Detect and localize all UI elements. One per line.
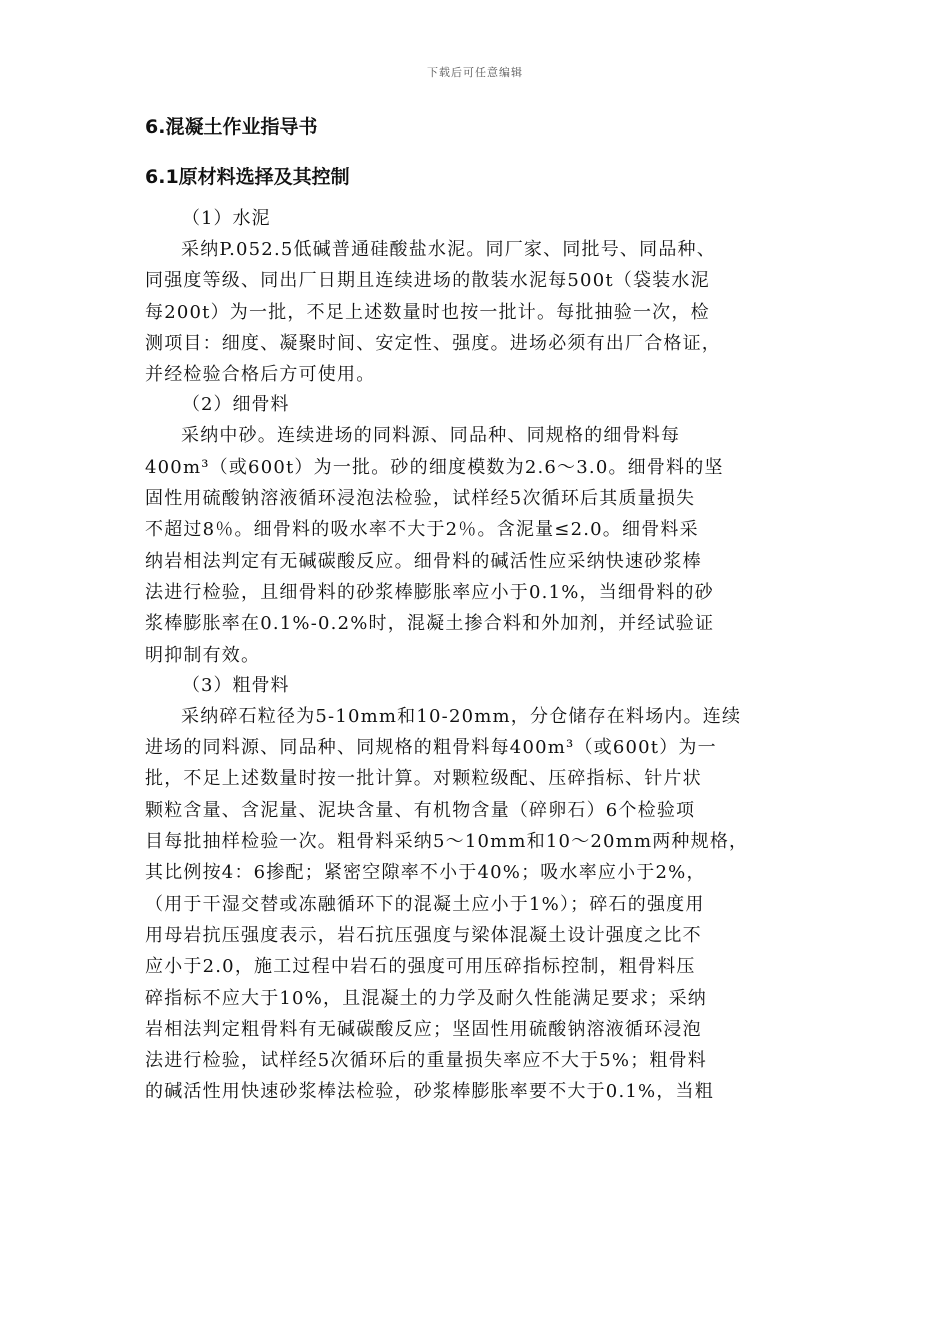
section-paragraph [145, 420, 810, 670]
paragraph-line: 进场的同料源、同品种、同规格的粗骨料每400m³（或600t）为一 [145, 737, 717, 759]
paragraph-line: 法进行检验，试样经5次循环后的重量损失率应不大于5%；粗骨料 [145, 1050, 708, 1072]
heading-sub: 6.1原材料选择及其控制 [145, 166, 350, 188]
paragraph-line: 不超过8％。细骨料的吸水率不大于2％。含泥量≤2.0。细骨料采 [145, 519, 699, 541]
section-cement [145, 204, 810, 390]
paragraph-line: 的碱活性用快速砂浆棒法检验，砂浆棒膨胀率要不大于0.1%，当粗 [145, 1081, 714, 1103]
paragraph-line: 纳岩相法判定有无碱碳酸反应。细骨料的碱活性应采纳快速砂浆棒 [145, 550, 702, 572]
section-fine-aggregate [145, 390, 810, 670]
section-title: （3）粗骨料 [182, 674, 290, 696]
paragraph-line: 应小于2.0，施工过程中岩石的强度可用压碎指标控制，粗骨料压 [145, 956, 696, 978]
section-paragraph [145, 234, 810, 390]
paragraph-line: 其比例按4：6掺配；紧密空隙率不小于40%；吸水率应小于2%， [145, 862, 706, 884]
paragraph-line: 浆棒膨胀率在0.1%-0.2%时，混凝土掺合料和外加剂，并经试验证 [145, 613, 715, 635]
paragraph-line: 法进行检验，且细骨料的砂浆棒膨胀率应小于0.1%，当细骨料的砂 [145, 581, 714, 603]
paragraph-line: 岩相法判定粗骨料有无碱碳酸反应；坚固性用硫酸钠溶液循环浸泡 [145, 1018, 702, 1040]
paragraph-line: 采纳碎石粒径为5-10mm和10-20mm，分仓储存在料场内。连续 [181, 705, 742, 727]
paragraph-line: 碎指标不应大于10%，且混凝土的力学及耐久性能满足要求；采纳 [145, 987, 708, 1009]
paragraph-line: 批，不足上述数量时按一批计算。对颗粒级配、压碎指标、针片状 [145, 768, 702, 790]
paragraph-line: 明抑制有效。 [145, 644, 261, 666]
section-paragraph [145, 701, 810, 1108]
paragraph-line: 目每批抽样检验一次。粗骨料采纳5～10mm和10～20mm两种规格， [145, 831, 749, 853]
paragraph-line: 并经检验合格后方可使用。 [145, 364, 376, 386]
paragraph-line: 同强度等级、同出厂日期且连续进场的散装水泥每500t（袋装水泥 [145, 270, 710, 292]
section-coarse-aggregate [145, 671, 810, 1108]
document-body [145, 112, 810, 1108]
paragraph-line: 固性用硫酸钠溶液循环浸泡法检验，试样经5次循环后其质量损失 [145, 488, 696, 510]
paragraph-line: 测项目：细度、凝聚时间、安定性、强度。进场必须有出厂合格证， [145, 332, 721, 354]
heading-main: 6.混凝土作业指导书 [145, 116, 318, 138]
paragraph-line: 400m³（或600t）为一批。砂的细度模数为2.6～3.0。细骨料的坚 [145, 456, 724, 478]
header-note: 下载后可任意编辑 [427, 66, 523, 79]
section-title: （2）细骨料 [182, 394, 290, 416]
paragraph-line: 颗粒含量、含泥量、泥块含量、有机物含量（碎卵石）6个检验项 [145, 799, 696, 821]
section-title: （1）水泥 [182, 208, 271, 229]
paragraph-line: 用母岩抗压强度表示，岩石抗压强度与梁体混凝土设计强度之比不 [145, 924, 702, 946]
paragraph-line: 采纳P.052.5低碱普通硅酸盐水泥。同厂家、同批号、同品种、 [181, 239, 716, 260]
paragraph-line: （用于干湿交替或冻融循环下的混凝土应小于1%）；碎石的强度用 [145, 893, 705, 915]
paragraph-line: 采纳中砂。连续进场的同料源、同品种、同规格的细骨料每 [181, 425, 681, 447]
paragraph-line: 每200t）为一批，不足上述数量时也按一批计。每批抽验一次，检 [145, 301, 710, 323]
